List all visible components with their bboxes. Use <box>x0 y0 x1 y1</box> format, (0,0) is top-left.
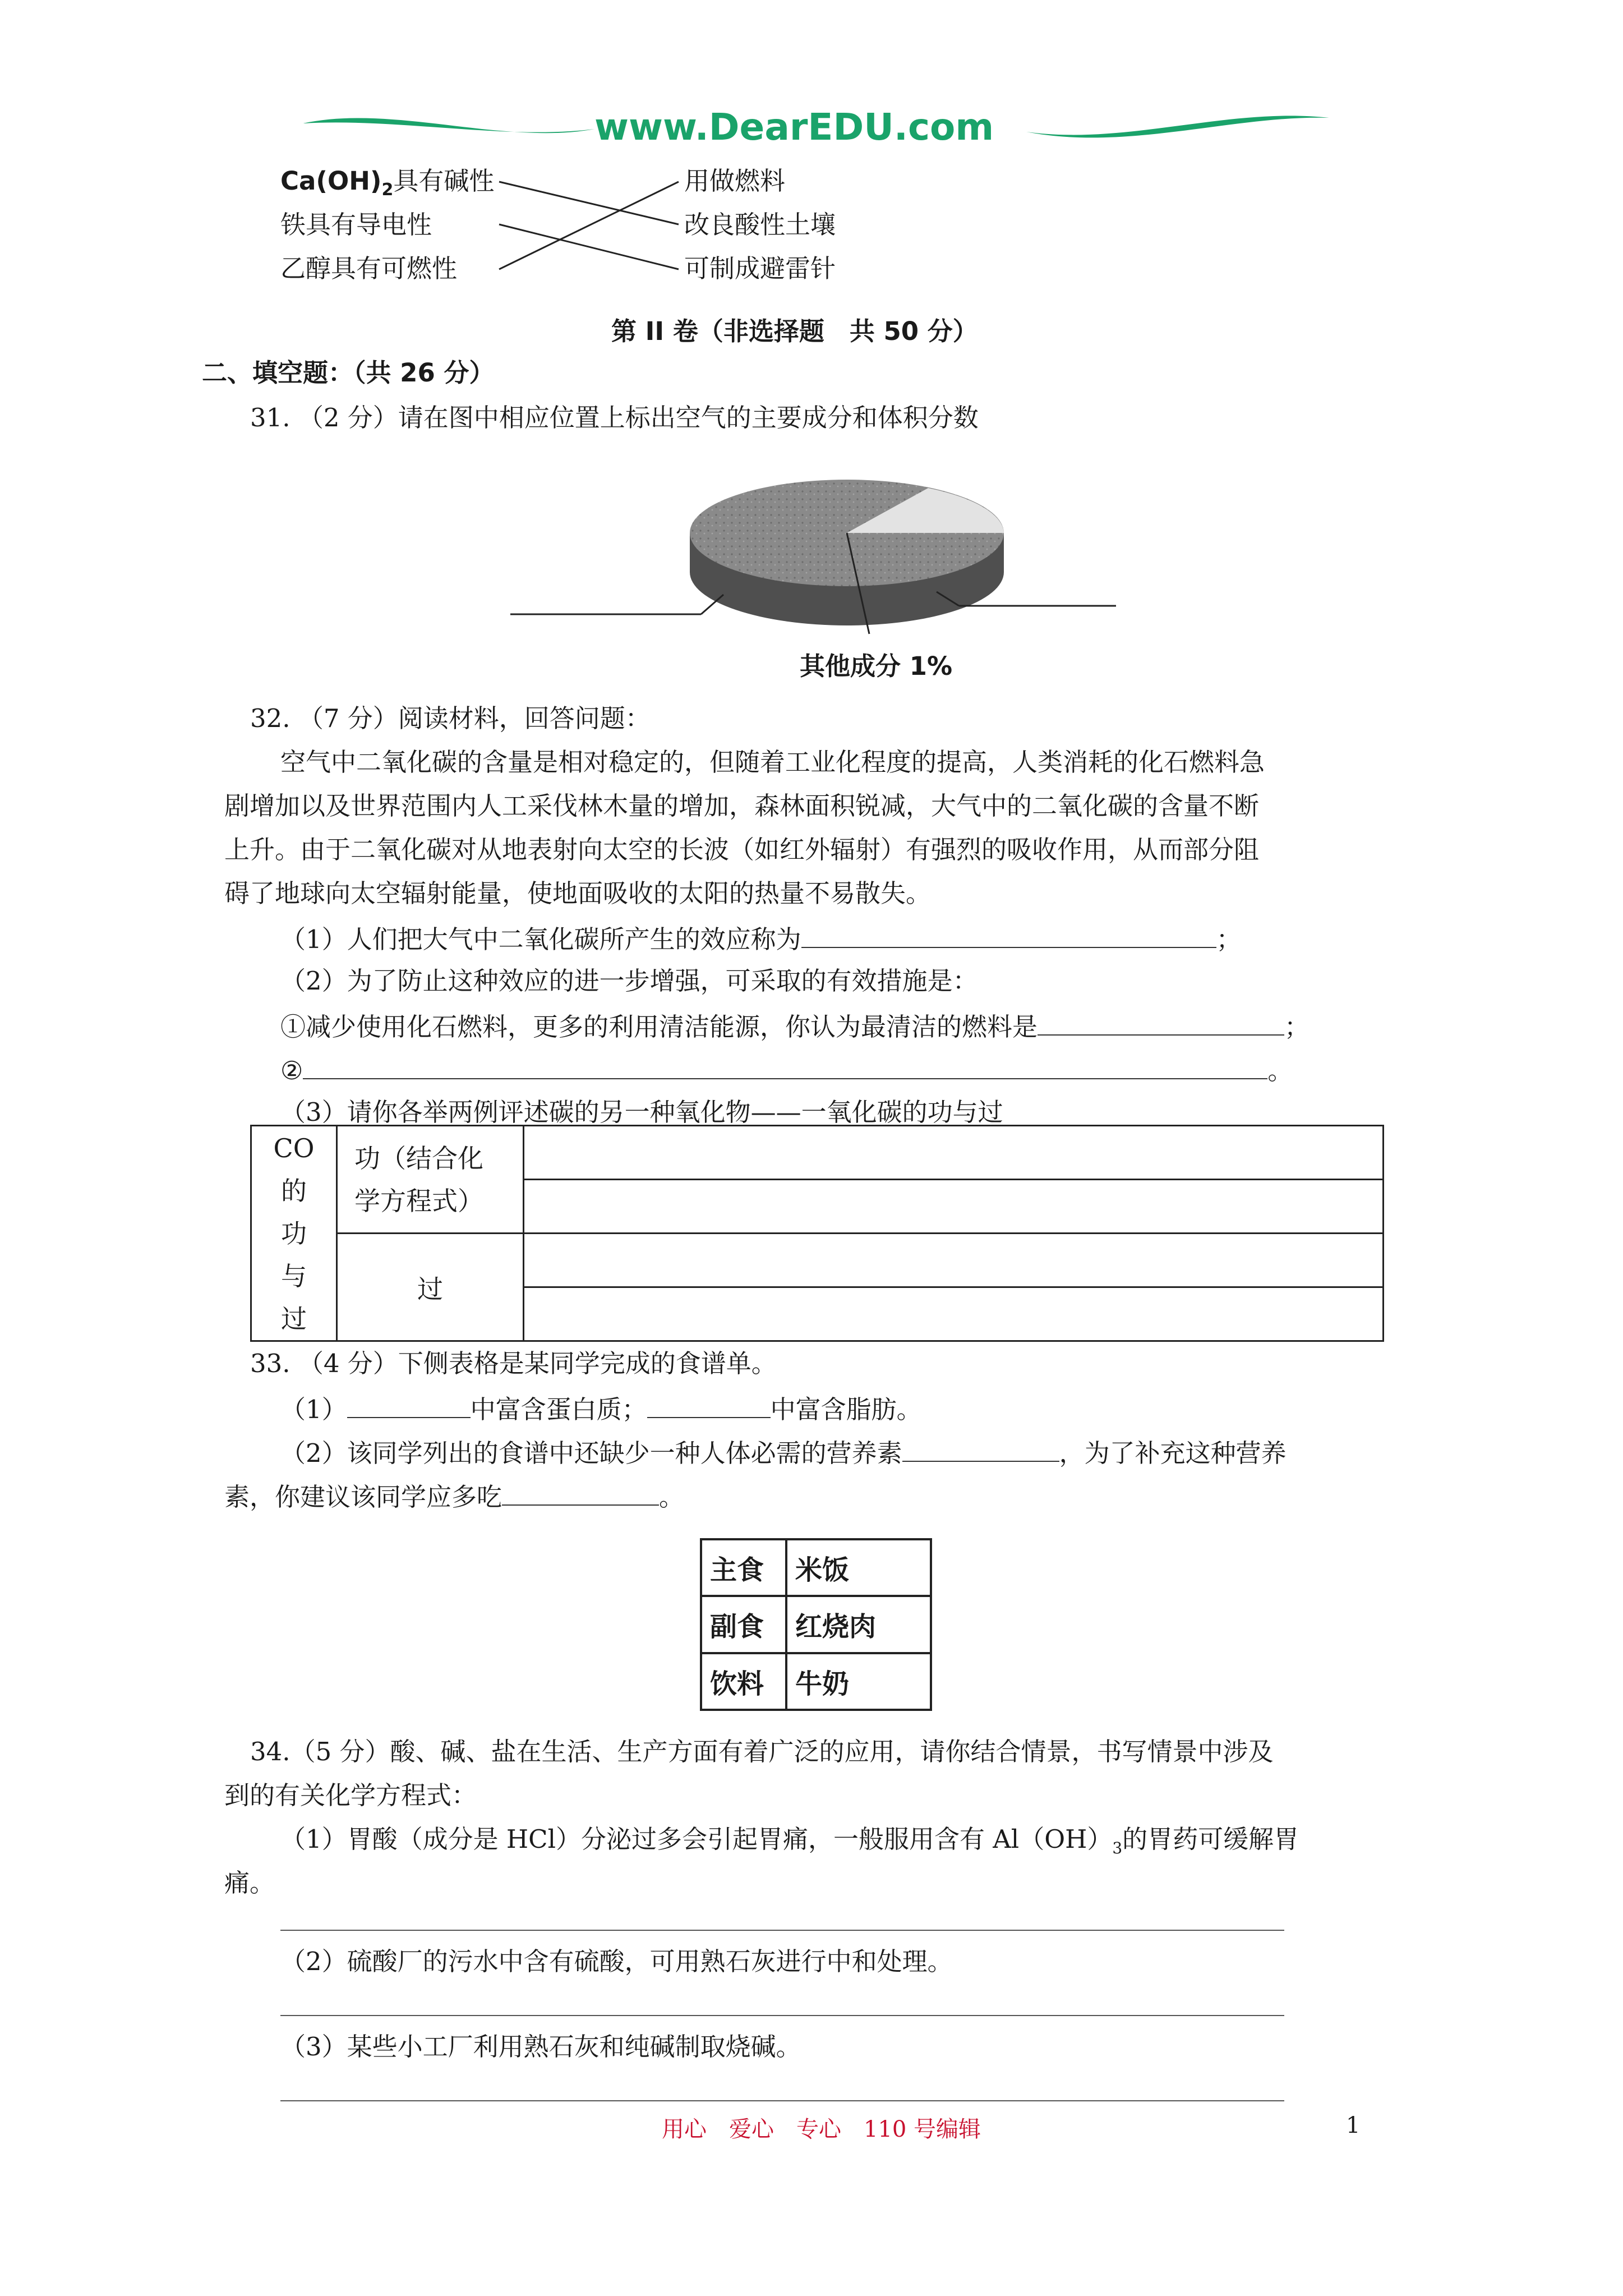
matching-left-0: $Ca(OH)_2$具有碱性 <box>280 166 495 200</box>
q32-blank-fuel[interactable] <box>1038 1012 1284 1036</box>
q34-s1-cont: 痛。 <box>224 1868 275 1898</box>
co-fault-label: 过 <box>337 1234 524 1341</box>
q34-head-1: 34.（5 分）酸、碱、盐在生活、生产方面有着广泛的应用，请你结合情景，书写情景中涉及 <box>250 1737 1274 1766</box>
footer-credit: 用心 爱心 专心 110 号编辑 <box>662 2116 981 2142</box>
co-fault-answer-2[interactable] <box>524 1287 1384 1341</box>
q32-para-3: 碍了地球向太空辐射能量，使地面吸收的太阳的热量不易散失。 <box>224 878 932 908</box>
matching-lines <box>494 168 684 280</box>
q32-head: 32. （7 分）阅读材料，回答问题： <box>250 703 651 733</box>
q32-para-0: 空气中二氧化碳的含量是相对稳定的，但随着工业化程度的提高，人类消耗的化石燃料急 <box>280 747 1265 777</box>
air-pie-chart <box>510 466 1138 645</box>
q32-blank-measure[interactable] <box>303 1056 1267 1079</box>
part-title: 二、填空题：（共 26 分） <box>202 358 495 388</box>
page-number: 1 <box>1346 2113 1361 2138</box>
co-merit-answer-1[interactable] <box>524 1126 1384 1180</box>
pie-other-label: 其他成分 1% <box>800 651 953 681</box>
q34-answer-line-1[interactable] <box>280 1930 1284 1931</box>
q33-sub2: （2）该同学列出的食谱中还缺少一种人体必需的营养素 ，为了补充这种营养 <box>280 1438 1287 1468</box>
q32-sub2a: ①减少使用化石燃料，更多的利用清洁能源，你认为最清洁的燃料是 ； <box>280 1012 1310 1042</box>
menu-row <box>701 1596 931 1653</box>
co-side-label: CO 的 功 与 过 <box>251 1126 337 1341</box>
q32-para-1: 剧增加以及世界范围内人工采伐林木量的增加，森林面积锐减，大气中的二氧化碳的含量不断 <box>224 791 1260 821</box>
menu-item: 红烧肉 <box>786 1596 931 1653</box>
q33-sub2-cont: 素，你建议该同学应多吃 。 <box>224 1482 685 1512</box>
q34-answer-line-2[interactable] <box>280 2015 1284 2016</box>
menu-row <box>701 1539 931 1596</box>
matching-left-2: 乙醇具有可燃性 <box>280 254 458 283</box>
q34-answer-line-3[interactable] <box>280 2100 1284 2101</box>
menu-row <box>701 1653 931 1710</box>
q33-head: 33. （4 分）下侧表格是某同学完成的食谱单。 <box>250 1349 777 1378</box>
q32-sub2: （2）为了防止这种效应的进一步增强，可采取的有效措施是： <box>280 966 978 996</box>
menu-item: 牛奶 <box>786 1653 931 1710</box>
menu-category: 主食 <box>701 1539 786 1596</box>
co-merit-answer-2[interactable] <box>524 1180 1384 1234</box>
co-fault-answer-1[interactable] <box>524 1234 1384 1287</box>
matching-right-2: 可制成避雷针 <box>684 254 836 283</box>
section-title: 第 II 卷（非选择题 共 50 分） <box>611 316 978 346</box>
q32-sub2b: ② 。 <box>280 1056 1293 1085</box>
header-swoosh-right <box>1026 107 1329 151</box>
q32-sub3: （3）请你各举两例评述碳的另一种氧化物——一氧化碳的功与过 <box>280 1097 1003 1127</box>
matching-right-1: 改良酸性土壤 <box>684 210 836 240</box>
q34-s1: （1）胃酸（成分是 HCl）分泌过多会引起胃痛，一般服用含有 $Al(OH)_3$的胃药可缓解胃 <box>280 1824 1299 1857</box>
q33-blank-protein[interactable] <box>347 1395 471 1418</box>
q34-s3: （3）某些小工厂利用熟石灰和纯碱制取烧碱。 <box>280 2032 801 2062</box>
header-swoosh-left <box>303 107 594 151</box>
menu-table <box>700 1538 932 1711</box>
q32-blank-1[interactable] <box>801 924 1216 948</box>
co-merit-fault-table <box>250 1125 1384 1342</box>
q34-s2: （2）硫酸厂的污水中含有硫酸，可用熟石灰进行中和处理。 <box>280 1947 953 1976</box>
site-url[interactable]: www.DearEDU.com <box>594 105 994 149</box>
q32-sub1: （1）人们把大气中二氧化碳所产生的效应称为 ； <box>280 924 1242 954</box>
q31-text: 31. （2 分）请在图中相应位置上标出空气的主要成分和体积分数 <box>250 403 979 432</box>
q33-blank-fat[interactable] <box>647 1395 771 1418</box>
menu-category: 副食 <box>701 1596 786 1653</box>
q33-sub1: （1） 中富含蛋白质； 中富含脂肪。 <box>280 1395 922 1424</box>
menu-item: 米饭 <box>786 1539 931 1596</box>
co-merit-label: 功（结合化 学方程式） <box>337 1126 524 1234</box>
q33-blank-food[interactable] <box>502 1482 659 1506</box>
q32-para-2: 上升。由于二氧化碳对从地表射向太空的长波（如红外辐射）有强烈的吸收作用，从而部分阻 <box>224 835 1260 864</box>
q33-blank-nutrient[interactable] <box>902 1438 1059 1462</box>
matching-right-0: 用做燃料 <box>684 166 786 196</box>
matching-left-1: 铁具有导电性 <box>280 210 432 240</box>
menu-category: 饮料 <box>701 1653 786 1710</box>
q34-head-2: 到的有关化学方程式： <box>224 1780 477 1810</box>
